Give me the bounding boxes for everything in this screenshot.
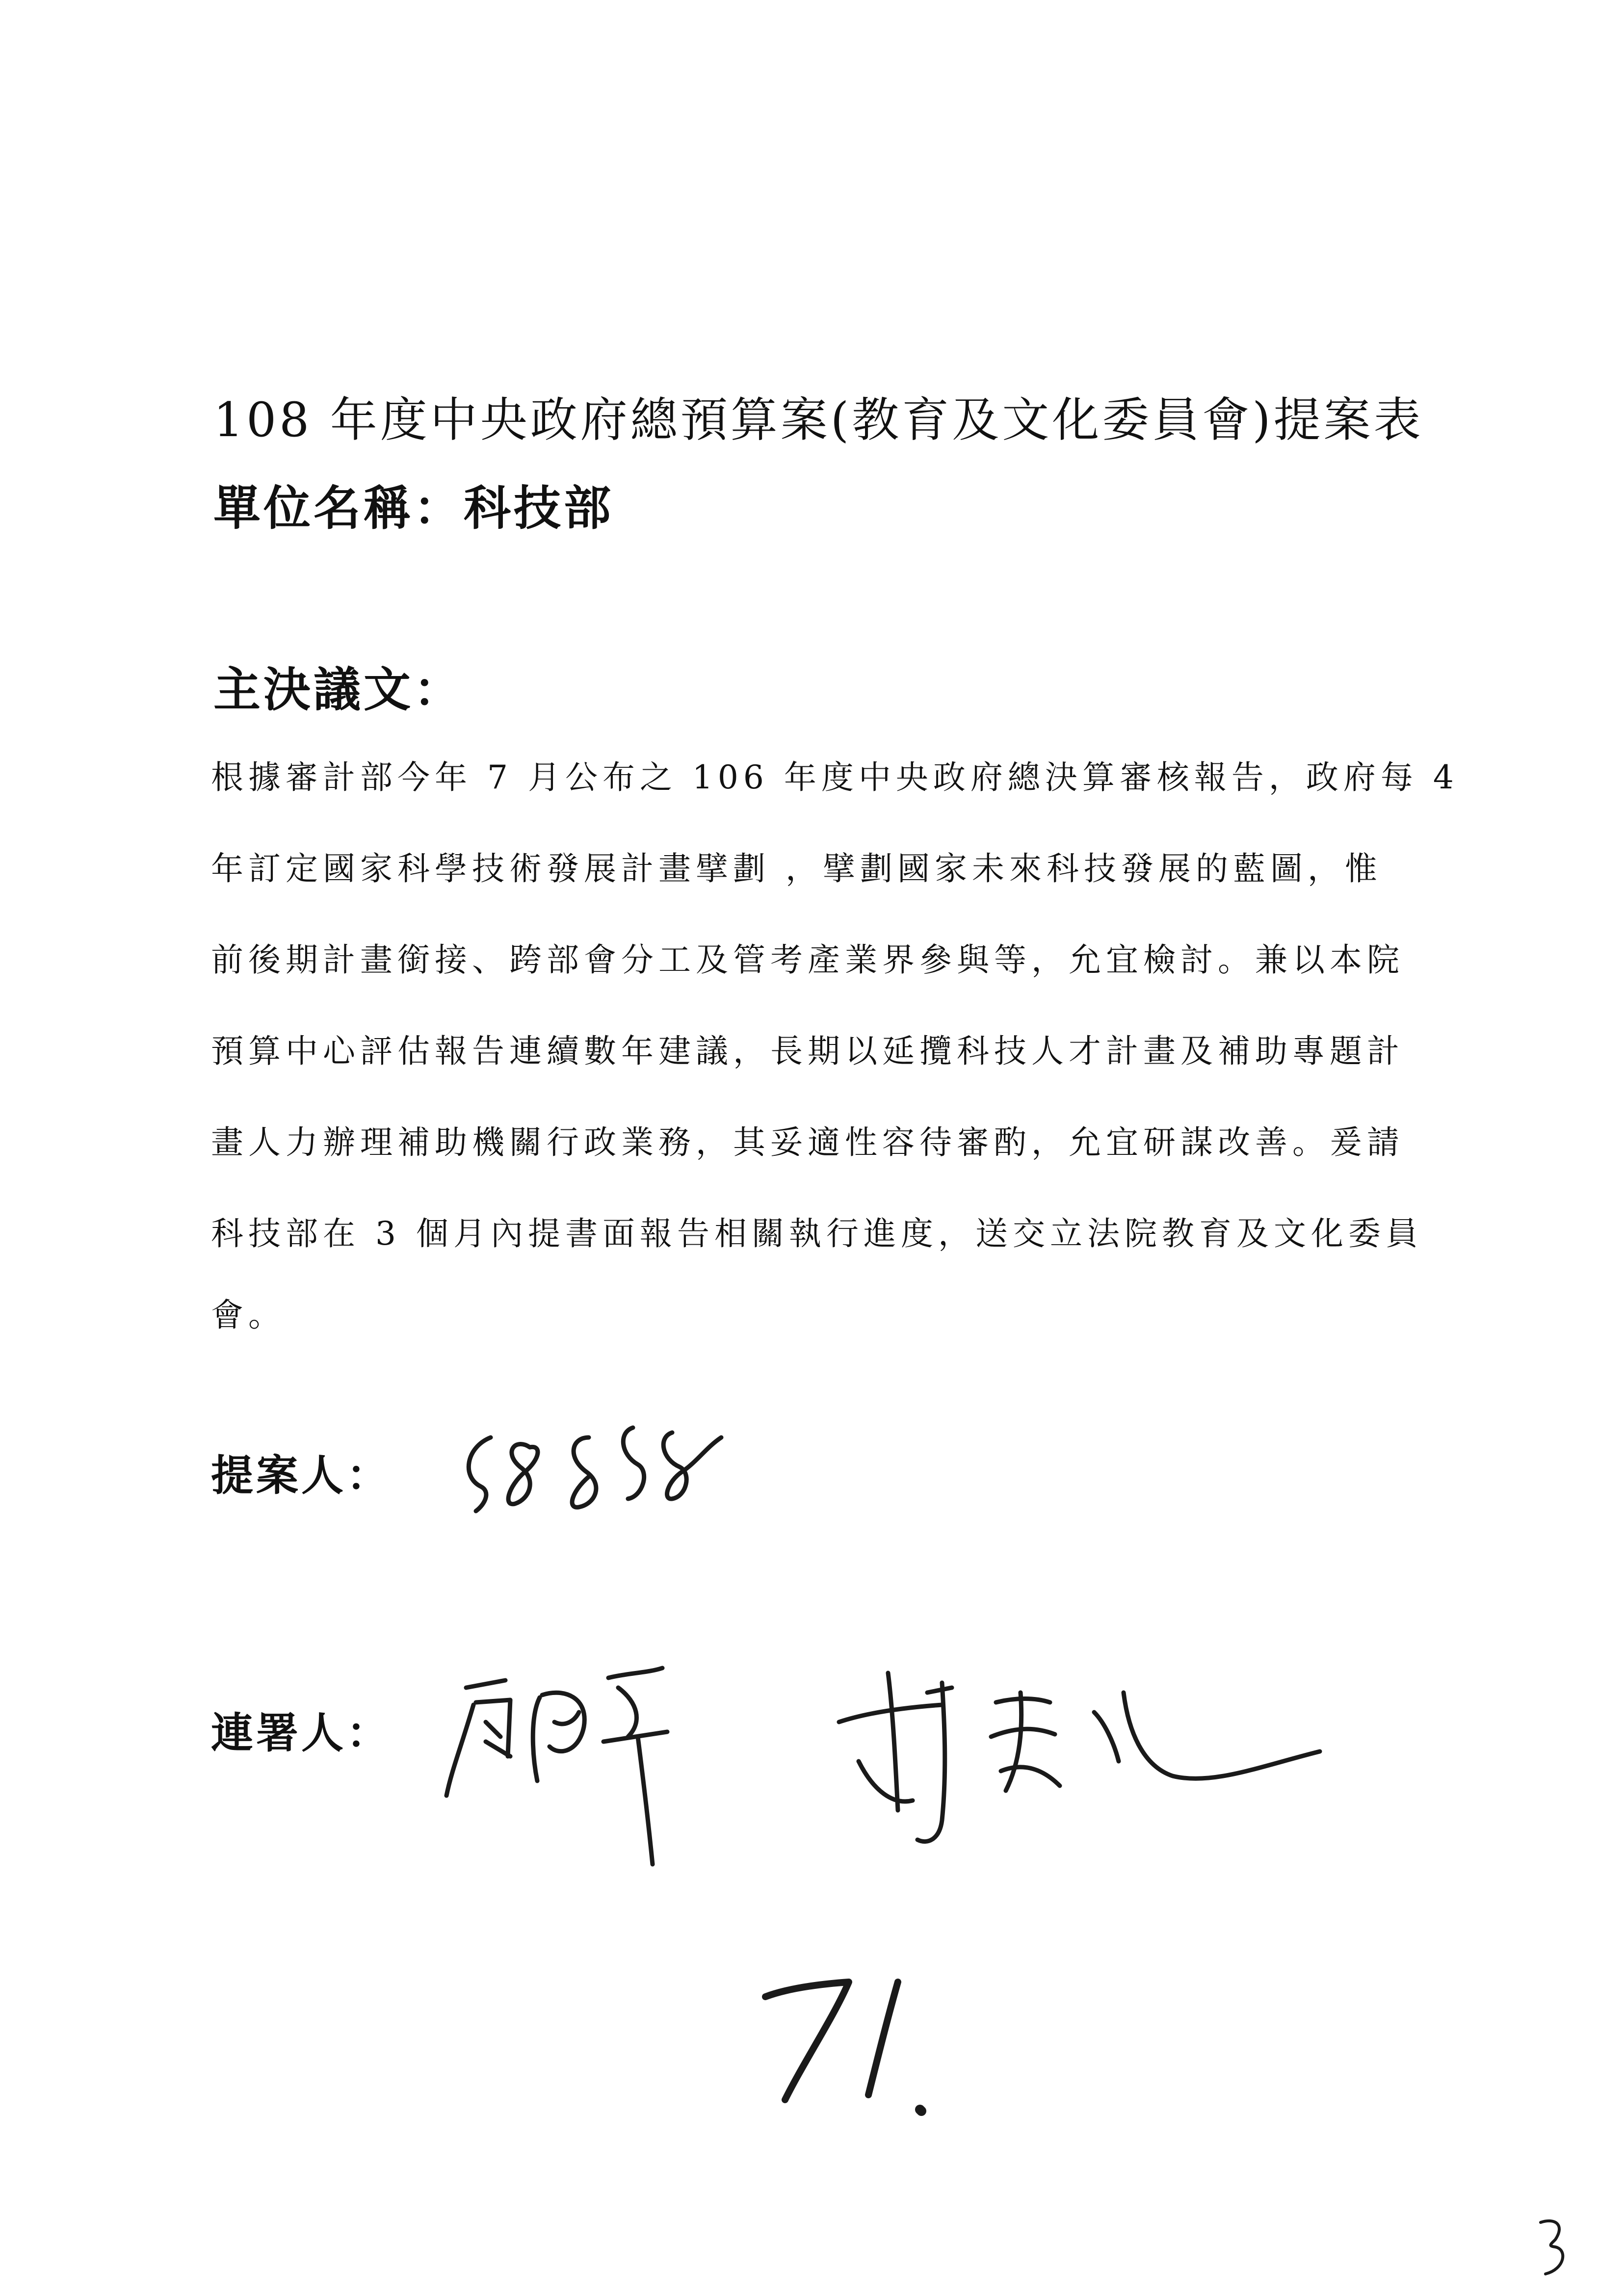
cosigner-signature xyxy=(432,1658,716,1879)
motion-text-line: 畫人力辦理補助機關行政業務，其妥適性容待審酌，允宜研謀改善。爰請 xyxy=(211,1123,1404,1161)
motion-text-line: 科技部在 3 個月內提書面報告相關執行進度，送交立法院教育及文化委員 xyxy=(211,1215,1423,1252)
motion-text-line: 年訂定國家科學技術發展計畫擘劃 ，擘劃國家未來科技發展的藍圖，惟 xyxy=(211,850,1382,887)
cosigner-label: 連署人： xyxy=(211,1708,392,1758)
cosigner-signature xyxy=(829,1663,1330,1859)
motion-text-line: 根據審計部今年 7 月公布之 106 年度中央政府總決算審核報告，政府每 4 xyxy=(211,758,1459,796)
motion-text-line: 會。 xyxy=(211,1296,286,1334)
page-title: 108 年度中央政府總預算案(教育及文化委員會)提案表 xyxy=(213,392,1424,447)
proposer-signature xyxy=(456,1418,760,1545)
proposer-label: 提案人： xyxy=(211,1451,392,1500)
unit-name: 單位名稱：科技部 xyxy=(213,480,614,536)
motion-heading: 主決議文： xyxy=(213,662,464,717)
handwritten-number xyxy=(746,1962,942,2124)
motion-text-line: 預算中心評估報告連續數年建議，長期以延攬科技人才計畫及補助專題計 xyxy=(211,1032,1404,1070)
page-mark xyxy=(1531,2213,1575,2281)
motion-text-line: 前後期計畫銜接、跨部會分工及管考產業界參與等，允宜檢討。兼以本院 xyxy=(211,941,1404,979)
